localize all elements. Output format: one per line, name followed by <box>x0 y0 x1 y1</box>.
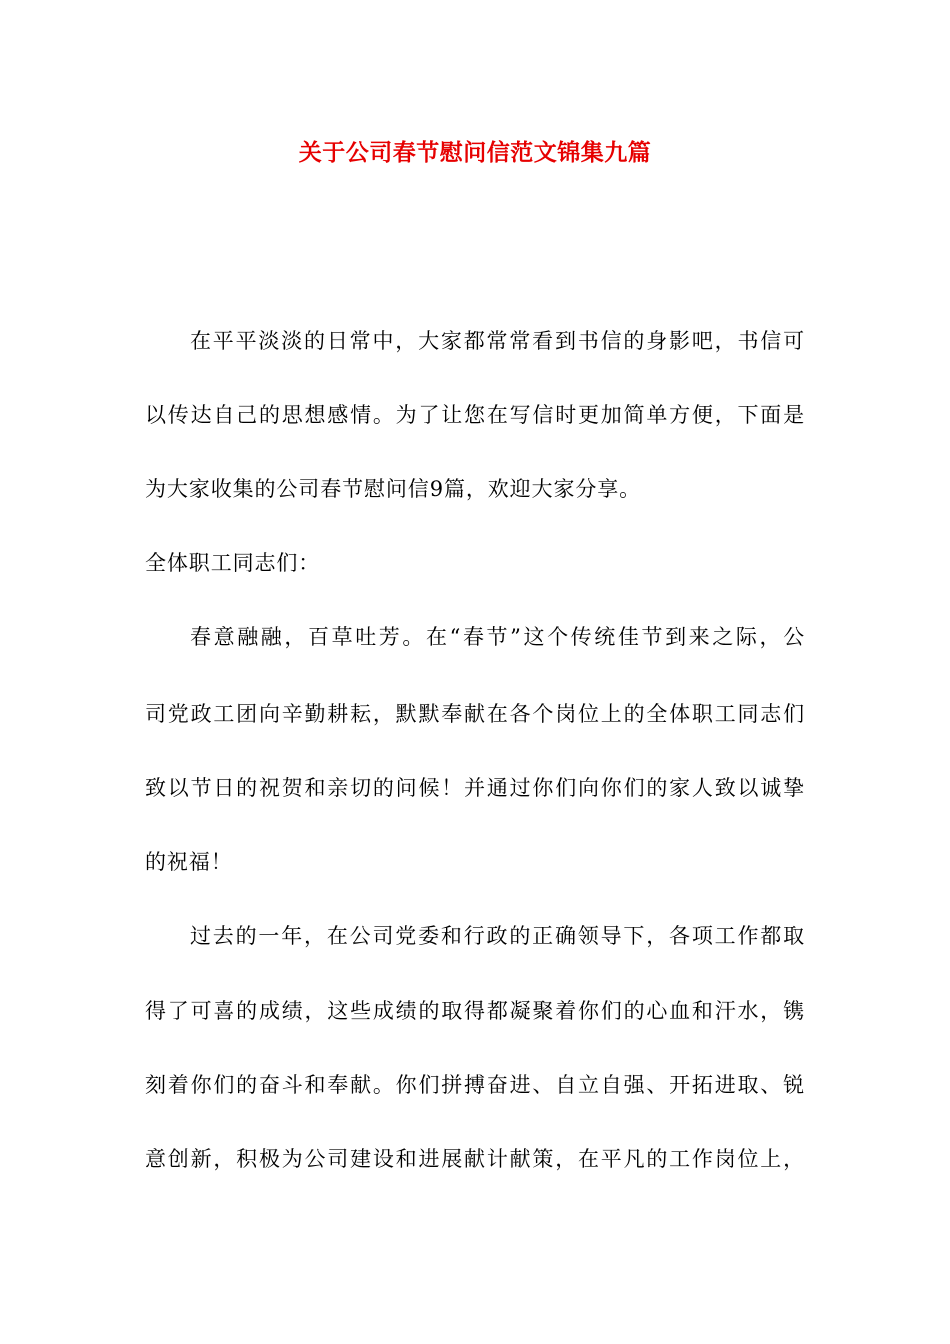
body-line: 致以节日的祝贺和亲切的问候！并通过你们向你们的家人致以诚挚 <box>145 776 805 800</box>
document-title: 关于公司春节慰问信范文锦集九篇 <box>298 139 652 166</box>
body-line: 以传达自己的思想感情。为了让您在写信时更加简单方便，下面是 <box>145 403 805 427</box>
body-line: 过去的一年，在公司党委和行政的正确领导下，各项工作都取 <box>190 924 805 948</box>
body-line: 春意融融，百草吐芳。在“春节”这个传统佳节到来之际，公 <box>190 625 805 649</box>
body-line: 刻着你们的奋斗和奉献。你们拼搏奋进、自立自强、开拓进取、锐 <box>145 1073 805 1097</box>
body-line: 在平平淡淡的日常中，大家都常常看到书信的身影吧，书信可 <box>190 329 805 353</box>
body-line: 的祝福！ <box>145 850 233 874</box>
body-line: 为大家收集的公司春节慰问信9篇，欢迎大家分享。 <box>145 477 642 501</box>
body-line: 司党政工团向辛勤耕耘，默默奉献在各个岗位上的全体职工同志们 <box>145 702 805 726</box>
salutation: 全体职工同志们： <box>145 551 321 575</box>
body-line: 意创新，积极为公司建设和进展献计献策，在平凡的工作岗位上， <box>145 1147 805 1171</box>
body-line: 得了可喜的成绩，这些成绩的取得都凝聚着你们的心血和汗水，镌 <box>145 999 805 1023</box>
